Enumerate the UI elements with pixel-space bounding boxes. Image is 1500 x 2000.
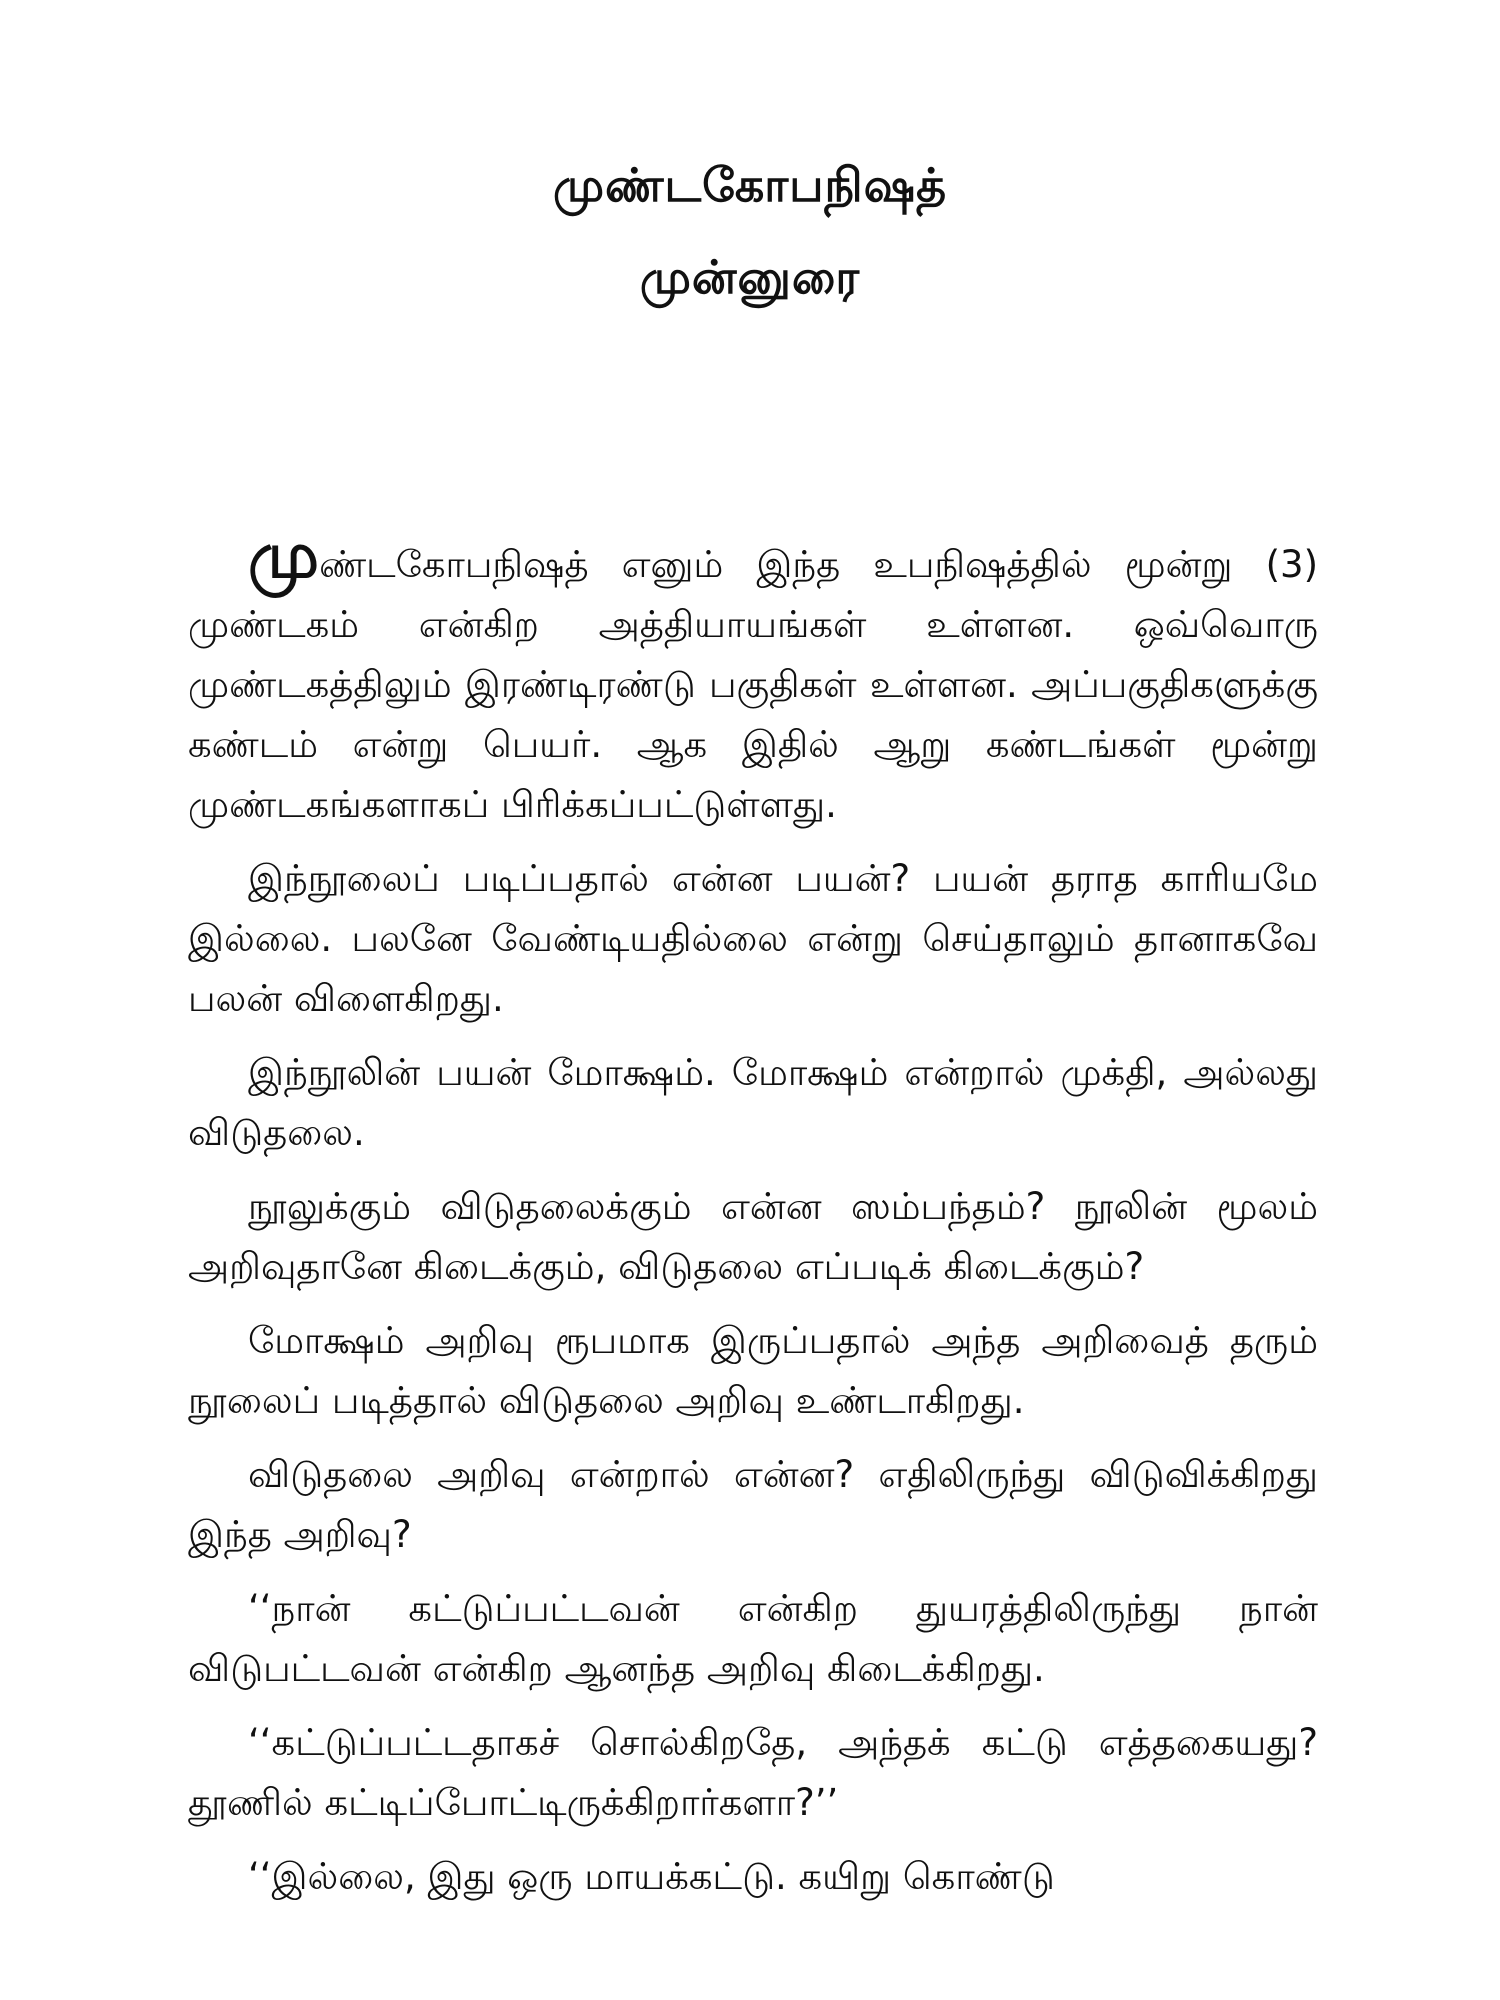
page-subtitle: முன்னுரை bbox=[639, 250, 861, 304]
paragraph-3: இந்நூலின் பயன் மோக்ஷம். மோக்ஷம் என்றால் முக்தி, அல்லது விடுதலை. bbox=[188, 1051, 1318, 1154]
paragraph-1-text: ண்டகோபநிஷத் எனும் இந்த உபநிஷத்தில் மூன்று (3) முண்டகம் என்கிற அத்தியாயங்கள் உள்ளன. ஒவ்வொரு முண்டகத்திலும் இரண்டிரண்டு பகுதிகள் உள்ளன. அப்பகுதிகளுக்கு கண்டம் என்று பெயர். ஆக இதில் ஆறு கண்டங்கள் மூன்று முண்டகங்களாகப் பிரிக்கப்பட்டுள்ளது. bbox=[188, 543, 1318, 826]
paragraph-6: விடுதலை அறிவு என்றால் என்ன? எதிலிருந்து விடுவிக்கிறது இந்த அறிவு? bbox=[188, 1453, 1318, 1556]
paragraph-5: மோக்ஷம் அறிவு ரூபமாக இருப்பதால் அந்த அறிவைத் தரும் நூலைப் படித்தால் விடுதலை அறிவு உண்டாகிறது. bbox=[188, 1319, 1318, 1422]
body-text bbox=[188, 519, 1318, 1921]
paragraph-1 bbox=[188, 519, 1318, 835]
paragraph-8: ‘‘கட்டுப்பட்டதாகச் சொல்கிறதே, அந்தக் கட்டு எத்தகையது? தூணில் கட்டிப்போட்டிருக்கிறார்களா?’’ bbox=[188, 1721, 1318, 1824]
paragraph-9: ‘‘இல்லை, இது ஒரு மாயக்கட்டு. கயிறு கொண்டு bbox=[248, 1855, 1055, 1898]
paragraph-4: நூலுக்கும் விடுதலைக்கும் என்ன ஸம்பந்தம்? நூலின் மூலம் அறிவுதானே கிடைக்கும், விடுதலை எப்படிக் கிடைக்கும்? bbox=[188, 1185, 1318, 1288]
page-title: முண்டகோபநிஷத் bbox=[552, 158, 948, 212]
paragraph-7: ‘‘நான் கட்டுப்பட்டவன் என்கிற துயரத்திலிருந்து நான் விடுபட்டவன் என்கிற ஆனந்த அறிவு கிடைக்கிறது. bbox=[188, 1587, 1318, 1690]
paragraph-2: இந்நூலைப் படிப்பதால் என்ன பயன்? பயன் தராத காரியமே இல்லை. பலனே வேண்டியதில்லை என்று செய்தாலும் தானாகவே பலன் விளைகிறது. bbox=[188, 857, 1318, 1020]
drop-cap: மு bbox=[248, 519, 320, 593]
